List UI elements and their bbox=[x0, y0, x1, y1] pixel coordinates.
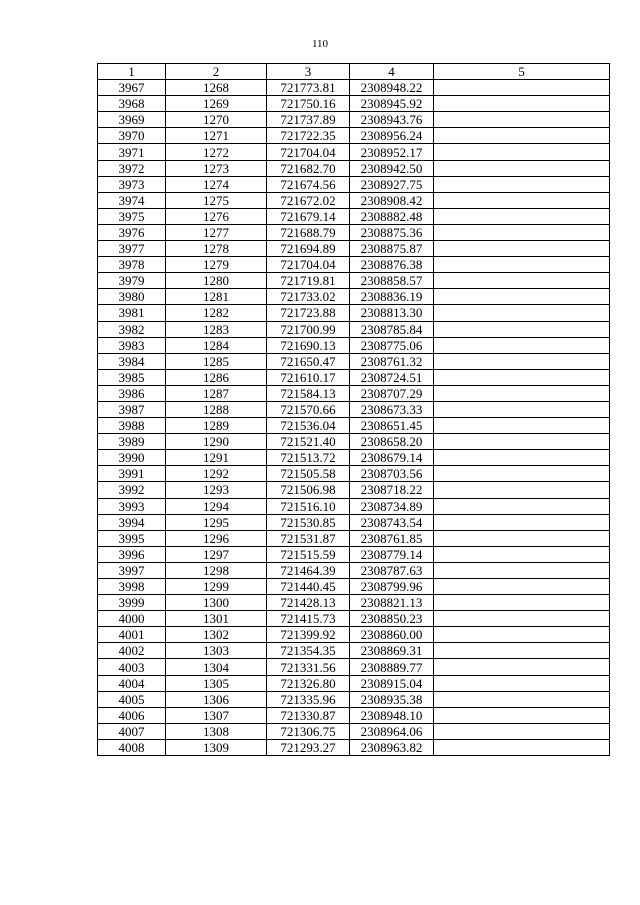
table-cell bbox=[434, 224, 610, 240]
table-cell: 3998 bbox=[98, 579, 166, 595]
table-cell: 2308876.38 bbox=[350, 257, 434, 273]
table-cell bbox=[434, 305, 610, 321]
table-cell bbox=[434, 144, 610, 160]
table-cell: 721672.02 bbox=[267, 192, 350, 208]
column-header: 1 bbox=[98, 64, 166, 80]
table-row bbox=[98, 675, 610, 691]
table-cell bbox=[434, 562, 610, 578]
table-cell: 721750.16 bbox=[267, 96, 350, 112]
table-cell: 1291 bbox=[166, 450, 267, 466]
table-cell: 4007 bbox=[98, 723, 166, 739]
table-row bbox=[98, 611, 610, 627]
table-cell: 3991 bbox=[98, 466, 166, 482]
table-cell bbox=[434, 627, 610, 643]
table-row bbox=[98, 450, 610, 466]
table-cell: 3981 bbox=[98, 305, 166, 321]
table-cell bbox=[434, 466, 610, 482]
table-cell: 721682.70 bbox=[267, 160, 350, 176]
table-row bbox=[98, 482, 610, 498]
table-cell: 4002 bbox=[98, 643, 166, 659]
table-row bbox=[98, 144, 610, 160]
table-row bbox=[98, 273, 610, 289]
table-cell: 1287 bbox=[166, 385, 267, 401]
table-cell bbox=[434, 546, 610, 562]
table-cell: 1272 bbox=[166, 144, 267, 160]
table-cell: 3994 bbox=[98, 514, 166, 530]
table-cell: 3996 bbox=[98, 546, 166, 562]
table-row bbox=[98, 739, 610, 755]
table-cell: 721506.98 bbox=[267, 482, 350, 498]
table-cell: 4006 bbox=[98, 707, 166, 723]
table-cell: 2308821.13 bbox=[350, 595, 434, 611]
table-cell: 1277 bbox=[166, 224, 267, 240]
table-cell bbox=[434, 450, 610, 466]
table-cell bbox=[434, 353, 610, 369]
table-cell: 721464.39 bbox=[267, 562, 350, 578]
table-cell: 2308761.85 bbox=[350, 530, 434, 546]
table-cell: 2308707.29 bbox=[350, 385, 434, 401]
table-row bbox=[98, 208, 610, 224]
table-row bbox=[98, 530, 610, 546]
table-cell: 721513.72 bbox=[267, 450, 350, 466]
table-cell: 1269 bbox=[166, 96, 267, 112]
table-cell: 4008 bbox=[98, 739, 166, 755]
table-cell bbox=[434, 176, 610, 192]
table-cell: 3968 bbox=[98, 96, 166, 112]
table-cell bbox=[434, 337, 610, 353]
table-cell: 1276 bbox=[166, 208, 267, 224]
table-row bbox=[98, 112, 610, 128]
table-cell: 3984 bbox=[98, 353, 166, 369]
table-cell bbox=[434, 739, 610, 755]
table-cell: 2308875.36 bbox=[350, 224, 434, 240]
table-cell: 2308927.75 bbox=[350, 176, 434, 192]
table-cell: 721650.47 bbox=[267, 353, 350, 369]
column-header: 4 bbox=[350, 64, 434, 80]
table-cell: 2308875.87 bbox=[350, 241, 434, 257]
table-cell: 2308956.24 bbox=[350, 128, 434, 144]
table-cell: 721428.13 bbox=[267, 595, 350, 611]
table-cell: 721610.17 bbox=[267, 369, 350, 385]
table-cell bbox=[434, 675, 610, 691]
table-cell: 2308882.48 bbox=[350, 208, 434, 224]
table-row bbox=[98, 128, 610, 144]
table-cell: 1309 bbox=[166, 739, 267, 755]
table-cell: 3969 bbox=[98, 112, 166, 128]
table-cell: 2308779.14 bbox=[350, 546, 434, 562]
table-cell: 2308658.20 bbox=[350, 434, 434, 450]
table-cell: 3987 bbox=[98, 401, 166, 417]
table-cell bbox=[434, 611, 610, 627]
table-row bbox=[98, 643, 610, 659]
table-cell: 721694.89 bbox=[267, 241, 350, 257]
table-cell: 2308948.10 bbox=[350, 707, 434, 723]
table-cell: 3980 bbox=[98, 289, 166, 305]
table-cell: 721584.13 bbox=[267, 385, 350, 401]
table-row bbox=[98, 176, 610, 192]
table-cell bbox=[434, 418, 610, 434]
table-row bbox=[98, 80, 610, 96]
table-cell: 1281 bbox=[166, 289, 267, 305]
table-row bbox=[98, 257, 610, 273]
table-cell: 3972 bbox=[98, 160, 166, 176]
table-row bbox=[98, 418, 610, 434]
table-cell: 3975 bbox=[98, 208, 166, 224]
table-header-row bbox=[98, 64, 610, 80]
table-cell bbox=[434, 321, 610, 337]
table-cell bbox=[434, 385, 610, 401]
table-cell: 3989 bbox=[98, 434, 166, 450]
table-cell: 1271 bbox=[166, 128, 267, 144]
table-row bbox=[98, 514, 610, 530]
table-cell: 3976 bbox=[98, 224, 166, 240]
table-cell: 3992 bbox=[98, 482, 166, 498]
column-header: 5 bbox=[434, 64, 610, 80]
table-cell bbox=[434, 595, 610, 611]
table-cell: 1283 bbox=[166, 321, 267, 337]
table-cell: 721531.87 bbox=[267, 530, 350, 546]
table-cell bbox=[434, 112, 610, 128]
table-cell: 3970 bbox=[98, 128, 166, 144]
table-cell: 1275 bbox=[166, 192, 267, 208]
table-cell: 721505.58 bbox=[267, 466, 350, 482]
table-row bbox=[98, 305, 610, 321]
table-cell bbox=[434, 707, 610, 723]
table-cell bbox=[434, 369, 610, 385]
table-cell: 2308942.50 bbox=[350, 160, 434, 176]
table-row bbox=[98, 401, 610, 417]
table-cell: 1304 bbox=[166, 659, 267, 675]
table-cell: 2308943.76 bbox=[350, 112, 434, 128]
table-cell: 2308787.63 bbox=[350, 562, 434, 578]
table-cell: 721399.92 bbox=[267, 627, 350, 643]
table-cell: 721722.35 bbox=[267, 128, 350, 144]
table-cell: 1286 bbox=[166, 369, 267, 385]
table-cell: 721704.04 bbox=[267, 257, 350, 273]
table-cell bbox=[434, 691, 610, 707]
table-cell: 2308963.82 bbox=[350, 739, 434, 755]
table-cell bbox=[434, 498, 610, 514]
table-row bbox=[98, 160, 610, 176]
table-cell bbox=[434, 482, 610, 498]
table-cell: 1297 bbox=[166, 546, 267, 562]
table-cell: 721704.04 bbox=[267, 144, 350, 160]
table-cell: 2308915.04 bbox=[350, 675, 434, 691]
table-cell: 3990 bbox=[98, 450, 166, 466]
table-cell: 721331.56 bbox=[267, 659, 350, 675]
table-cell: 2308908.42 bbox=[350, 192, 434, 208]
table-cell: 4000 bbox=[98, 611, 166, 627]
table-row bbox=[98, 192, 610, 208]
table-cell: 2308785.84 bbox=[350, 321, 434, 337]
table-cell: 1290 bbox=[166, 434, 267, 450]
table-row bbox=[98, 321, 610, 337]
table-cell: 721737.89 bbox=[267, 112, 350, 128]
table-cell: 721521.40 bbox=[267, 434, 350, 450]
table-cell: 1289 bbox=[166, 418, 267, 434]
table-row bbox=[98, 659, 610, 675]
table-cell: 2308858.57 bbox=[350, 273, 434, 289]
table-cell: 1285 bbox=[166, 353, 267, 369]
table-row bbox=[98, 353, 610, 369]
table-cell: 1301 bbox=[166, 611, 267, 627]
table-cell bbox=[434, 514, 610, 530]
page-number: 110 bbox=[311, 38, 329, 50]
table-cell: 1278 bbox=[166, 241, 267, 257]
table-cell: 3986 bbox=[98, 385, 166, 401]
table-cell: 3988 bbox=[98, 418, 166, 434]
table-row bbox=[98, 595, 610, 611]
table-cell: 721690.13 bbox=[267, 337, 350, 353]
table-cell: 2308651.45 bbox=[350, 418, 434, 434]
table-cell bbox=[434, 434, 610, 450]
table-cell bbox=[434, 659, 610, 675]
table-cell: 3993 bbox=[98, 498, 166, 514]
table-row bbox=[98, 385, 610, 401]
coordinates-table bbox=[97, 63, 610, 756]
table-cell bbox=[434, 192, 610, 208]
column-header: 2 bbox=[166, 64, 267, 80]
table-cell: 721335.96 bbox=[267, 691, 350, 707]
table-row bbox=[98, 627, 610, 643]
table-row bbox=[98, 96, 610, 112]
table-row bbox=[98, 723, 610, 739]
table-cell: 721674.56 bbox=[267, 176, 350, 192]
table-cell: 2308799.96 bbox=[350, 579, 434, 595]
table-row bbox=[98, 562, 610, 578]
table-body bbox=[98, 80, 610, 756]
table-cell: 1288 bbox=[166, 401, 267, 417]
table-cell: 2308952.17 bbox=[350, 144, 434, 160]
table-cell: 721773.81 bbox=[267, 80, 350, 96]
table-cell bbox=[434, 401, 610, 417]
table-cell bbox=[434, 530, 610, 546]
table-cell bbox=[434, 96, 610, 112]
table-cell: 3983 bbox=[98, 337, 166, 353]
table-cell: 1294 bbox=[166, 498, 267, 514]
table-cell: 2308948.22 bbox=[350, 80, 434, 96]
table-cell: 721570.66 bbox=[267, 401, 350, 417]
table-cell: 1273 bbox=[166, 160, 267, 176]
table-row bbox=[98, 579, 610, 595]
table-cell: 721516.10 bbox=[267, 498, 350, 514]
table-cell: 2308718.22 bbox=[350, 482, 434, 498]
table-cell: 4003 bbox=[98, 659, 166, 675]
table-cell: 1298 bbox=[166, 562, 267, 578]
table-cell: 3982 bbox=[98, 321, 166, 337]
table-cell: 721515.59 bbox=[267, 546, 350, 562]
table-cell bbox=[434, 257, 610, 273]
table-cell: 721723.88 bbox=[267, 305, 350, 321]
table-cell: 1300 bbox=[166, 595, 267, 611]
table-cell: 3997 bbox=[98, 562, 166, 578]
table-row bbox=[98, 498, 610, 514]
table-cell: 721330.87 bbox=[267, 707, 350, 723]
table-cell bbox=[434, 289, 610, 305]
table-cell: 2308860.00 bbox=[350, 627, 434, 643]
table-cell: 1299 bbox=[166, 579, 267, 595]
table-cell: 1305 bbox=[166, 675, 267, 691]
table-cell: 721700.99 bbox=[267, 321, 350, 337]
table-cell: 4001 bbox=[98, 627, 166, 643]
table-cell bbox=[434, 241, 610, 257]
table-cell: 1268 bbox=[166, 80, 267, 96]
table-cell: 721293.27 bbox=[267, 739, 350, 755]
table-cell: 1284 bbox=[166, 337, 267, 353]
table-cell bbox=[434, 723, 610, 739]
table-row bbox=[98, 691, 610, 707]
table-cell: 3985 bbox=[98, 369, 166, 385]
table-cell bbox=[434, 80, 610, 96]
table-cell: 3971 bbox=[98, 144, 166, 160]
table-cell: 721733.02 bbox=[267, 289, 350, 305]
table-row bbox=[98, 546, 610, 562]
table-cell: 2308703.56 bbox=[350, 466, 434, 482]
table-cell: 721530.85 bbox=[267, 514, 350, 530]
table-row bbox=[98, 434, 610, 450]
table-cell: 1296 bbox=[166, 530, 267, 546]
table-row bbox=[98, 337, 610, 353]
table-cell: 4004 bbox=[98, 675, 166, 691]
table-cell: 3967 bbox=[98, 80, 166, 96]
table-cell: 2308734.89 bbox=[350, 498, 434, 514]
table-cell: 2308813.30 bbox=[350, 305, 434, 321]
table-cell: 721536.04 bbox=[267, 418, 350, 434]
table-cell: 721688.79 bbox=[267, 224, 350, 240]
table-cell bbox=[434, 160, 610, 176]
table-cell: 1306 bbox=[166, 691, 267, 707]
table-cell: 2308775.06 bbox=[350, 337, 434, 353]
table-cell: 1282 bbox=[166, 305, 267, 321]
table-row bbox=[98, 369, 610, 385]
table-cell: 1279 bbox=[166, 257, 267, 273]
table-cell: 3977 bbox=[98, 241, 166, 257]
table-cell: 721306.75 bbox=[267, 723, 350, 739]
table-row bbox=[98, 224, 610, 240]
table-cell: 2308935.38 bbox=[350, 691, 434, 707]
table-cell: 3978 bbox=[98, 257, 166, 273]
table-cell: 721679.14 bbox=[267, 208, 350, 224]
table-cell: 1302 bbox=[166, 627, 267, 643]
table-cell: 2308743.54 bbox=[350, 514, 434, 530]
table-cell: 2308869.31 bbox=[350, 643, 434, 659]
table-cell: 1307 bbox=[166, 707, 267, 723]
table-cell bbox=[434, 643, 610, 659]
table-cell: 3974 bbox=[98, 192, 166, 208]
table-cell: 2308679.14 bbox=[350, 450, 434, 466]
table-cell: 2308889.77 bbox=[350, 659, 434, 675]
table-cell bbox=[434, 208, 610, 224]
table-row bbox=[98, 707, 610, 723]
table-cell: 721415.73 bbox=[267, 611, 350, 627]
table-cell: 1292 bbox=[166, 466, 267, 482]
table-cell: 1303 bbox=[166, 643, 267, 659]
table-cell: 2308850.23 bbox=[350, 611, 434, 627]
table-cell: 1270 bbox=[166, 112, 267, 128]
table-cell: 2308964.06 bbox=[350, 723, 434, 739]
table-cell: 1274 bbox=[166, 176, 267, 192]
table-cell: 3999 bbox=[98, 595, 166, 611]
table-row bbox=[98, 241, 610, 257]
table-cell: 3979 bbox=[98, 273, 166, 289]
table-cell: 721354.35 bbox=[267, 643, 350, 659]
table-cell: 3973 bbox=[98, 176, 166, 192]
table-row bbox=[98, 466, 610, 482]
table-cell: 3995 bbox=[98, 530, 166, 546]
table-cell: 2308761.32 bbox=[350, 353, 434, 369]
table-cell: 4005 bbox=[98, 691, 166, 707]
table-cell: 721326.80 bbox=[267, 675, 350, 691]
table-cell: 2308724.51 bbox=[350, 369, 434, 385]
table-cell bbox=[434, 128, 610, 144]
table-cell: 2308673.33 bbox=[350, 401, 434, 417]
table-cell: 1295 bbox=[166, 514, 267, 530]
table-cell: 1280 bbox=[166, 273, 267, 289]
table-cell: 721719.81 bbox=[267, 273, 350, 289]
table-cell: 1308 bbox=[166, 723, 267, 739]
column-header: 3 bbox=[267, 64, 350, 80]
table-cell bbox=[434, 579, 610, 595]
table-cell: 2308836.19 bbox=[350, 289, 434, 305]
table-cell: 721440.45 bbox=[267, 579, 350, 595]
table-cell: 2308945.92 bbox=[350, 96, 434, 112]
table-row bbox=[98, 289, 610, 305]
table-cell bbox=[434, 273, 610, 289]
table-cell: 1293 bbox=[166, 482, 267, 498]
